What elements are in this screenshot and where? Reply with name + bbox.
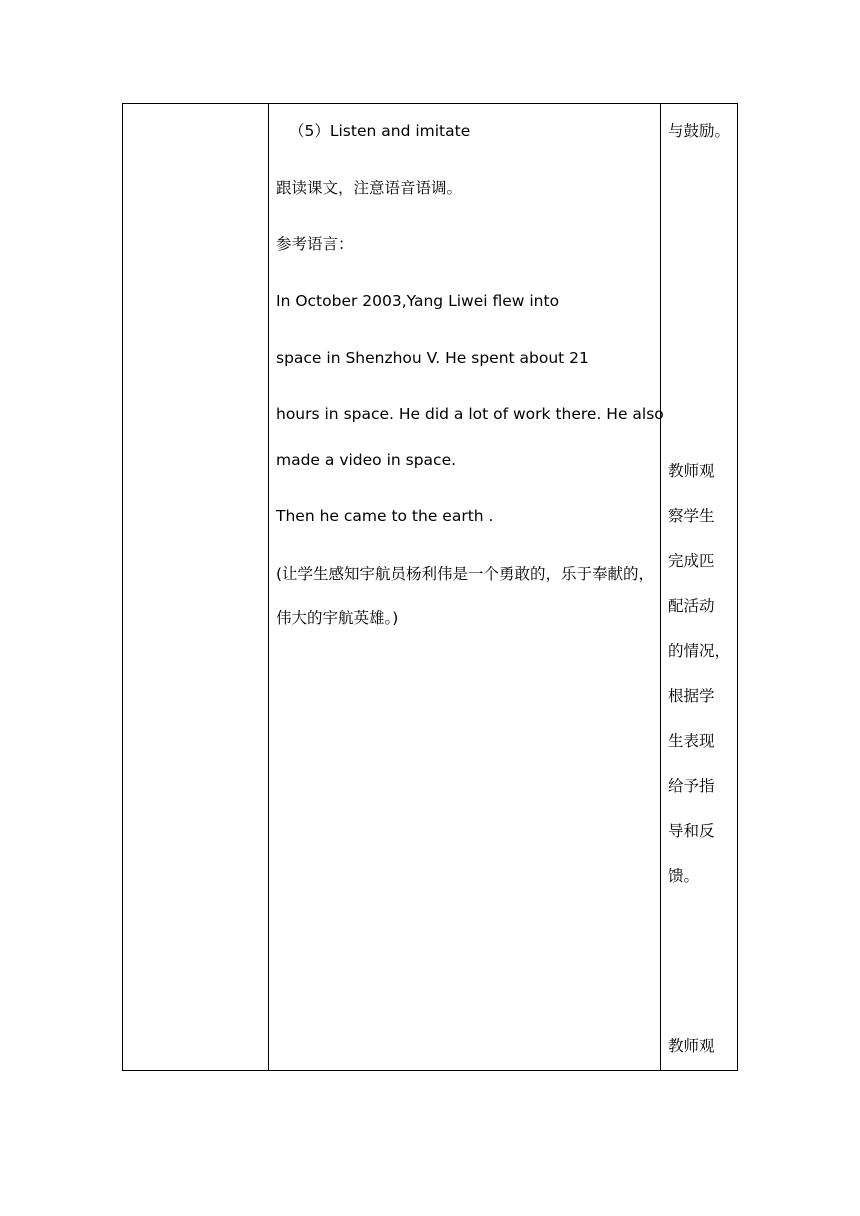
reference-text-line: made a video in space. <box>276 451 457 469</box>
teaching-note-line: (让学生感知宇航员杨利伟是一个勇敢的，乐于奉献的， <box>276 565 655 583</box>
reference-language-label: 参考语言： <box>276 235 354 253</box>
lesson-plan-table <box>122 103 738 1071</box>
activity-instruction: 跟读课文，注意语音语调。 <box>276 179 463 197</box>
activity-heading: （5）Listen and imitate <box>289 122 471 140</box>
evaluation-line: 生表现 <box>668 732 715 750</box>
evaluation-line: 馈。 <box>668 867 700 885</box>
evaluation-line: 给予指 <box>668 777 715 795</box>
evaluation-line: 察学生 <box>668 507 715 525</box>
reference-text-line: space in Shenzhou V. He spent about 21 <box>276 349 589 367</box>
evaluation-line: 教师观 <box>668 1037 715 1055</box>
teaching-note-line: 伟大的宇航英雄。) <box>276 609 399 627</box>
reference-text-line: In October 2003,Yang Liwei flew into <box>276 292 560 310</box>
evaluation-line: 教师观 <box>668 462 715 480</box>
reference-text-line: Then he came to the earth . <box>276 507 494 525</box>
evaluation-line: 导和反 <box>668 822 715 840</box>
evaluation-line: 完成匹 <box>668 552 715 570</box>
reference-text-line: hours in space. He did a lot of work there. He also <box>276 405 664 423</box>
evaluation-line: 配活动 <box>668 597 715 615</box>
evaluation-line: 的情况， <box>668 642 731 660</box>
evaluation-line: 根据学 <box>668 687 715 705</box>
column-divider-left <box>268 104 269 1070</box>
evaluation-line: 与鼓励。 <box>668 122 731 140</box>
column-divider-right <box>660 104 661 1070</box>
